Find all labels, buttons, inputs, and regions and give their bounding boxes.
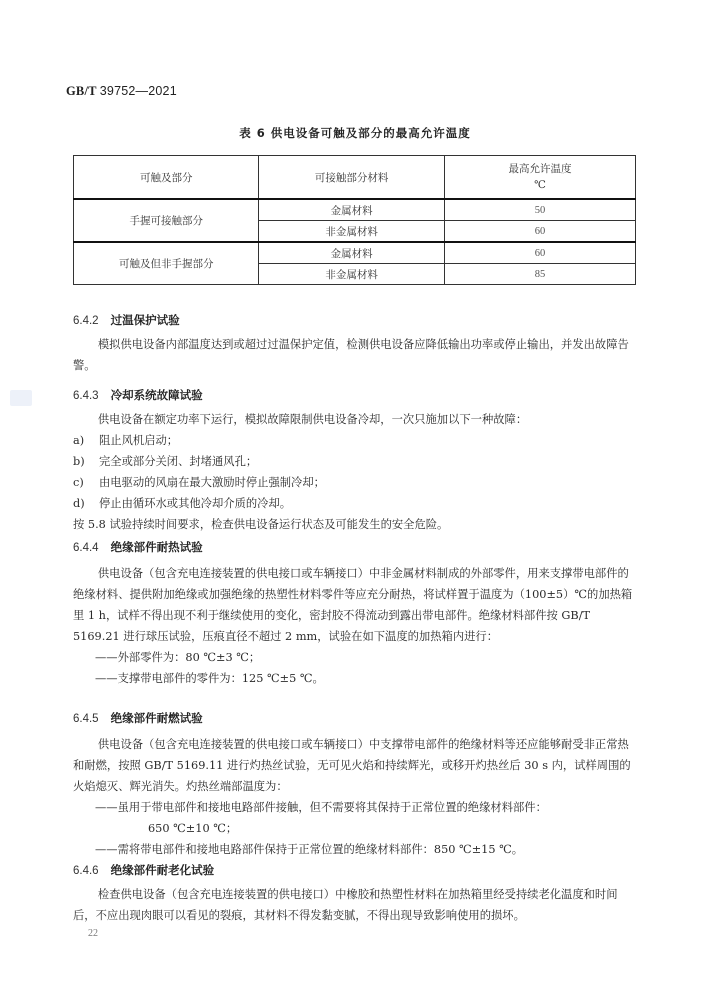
list-marker: d) bbox=[73, 497, 85, 510]
list-marker: c) bbox=[73, 476, 84, 489]
section-number: 6.4.4 bbox=[73, 542, 99, 554]
list-text: 停止由循环水或其他冷却介质的冷却。 bbox=[99, 497, 292, 510]
paragraph: 供电设备（包含充电连接装置的供电接口或车辆接口）中支撑带电部件的绝缘材料等还应能够耐受非正常热和耐燃，按照 GB/T 5169.11 进行灼热丝试验，无可见火焰和持续辉光，或移开灼热丝后 30 s 内，试样周围的火焰熄灭、辉光消失。灼热丝端部温度为： bbox=[73, 738, 631, 793]
table-row bbox=[74, 199, 636, 221]
section-body-6-4-3 bbox=[73, 409, 633, 535]
group-part-cell: 可触及但非手握部分 bbox=[74, 242, 259, 285]
list-marker: b) bbox=[73, 455, 85, 468]
paragraph: 供电设备（包含充电连接装置的供电接口或车辆接口）中非金属材料制成的外部零件，用来支撑带电部件的绝缘材料、提供附加绝缘或加强绝缘的热塑性材料零件等应充分耐热，将试样置于温度为（100±5）℃的加热箱里 1 h，试样不得出现不利于继续使用的变化，密封胶不得流动到露出带电部件。绝缘材料部件按 GB/T 5169.21 进行球压试验，压痕直径不超过 2 mm，试验在如下温度的加热箱内进行： bbox=[73, 567, 633, 643]
paragraph: 按 5.8 试验持续时间要求，检查供电设备运行状态及可能发生的安全危险。 bbox=[73, 518, 449, 531]
material-cell: 金属材料 bbox=[259, 242, 444, 264]
list-text: 完全或部分关闭、封堵通风孔； bbox=[99, 455, 258, 468]
section-title: 冷却系统故障试验 bbox=[110, 388, 203, 402]
material-cell: 金属材料 bbox=[259, 199, 444, 221]
section-title: 绝缘部件耐燃试验 bbox=[110, 711, 203, 725]
section-heading-6-4-4 bbox=[73, 539, 203, 555]
standard-number: 39752—2021 bbox=[99, 84, 177, 98]
list-text: 阻止风机启动； bbox=[99, 434, 179, 447]
paragraph: 供电设备在额定功率下运行，模拟故障限制供电设备冷却，一次只施加以下一种故障： bbox=[97, 413, 528, 426]
paragraph: 模拟供电设备内部温度达到或超过过温保护定值，检测供电设备应降低输出功率或停止输出，并发出故障告警。 bbox=[73, 338, 629, 372]
table-header-row bbox=[74, 156, 636, 200]
table-row bbox=[74, 242, 636, 264]
paragraph: 检查供电设备（包含充电连接装置的供电接口）中橡胶和热塑性材料在加热箱里经受持续老化温度和时间后，不应出现肉眼可以看见的裂痕，其材料不得发黏变腻，不得出现导致影响使用的损坏。 bbox=[73, 888, 618, 922]
dash-item: ——外部零件为：80 ℃±3 ℃； bbox=[95, 651, 261, 664]
temperature-table bbox=[73, 155, 636, 285]
section-heading-6-4-3 bbox=[73, 387, 203, 403]
section-body-6-4-5 bbox=[73, 734, 633, 860]
section-body-6-4-4 bbox=[73, 563, 633, 689]
material-cell: 非金属材料 bbox=[259, 264, 444, 285]
section-number: 6.4.5 bbox=[73, 713, 99, 725]
header-max-temp-label: 最高允许温度 bbox=[508, 163, 572, 175]
dash-item: ——需将带电部件和接地电路部件保持于正常位置的绝缘材料部件：850 ℃±15 ℃。 bbox=[95, 843, 524, 856]
dash-item-continuation: 650 ℃±10 ℃； bbox=[148, 822, 238, 835]
section-number: 6.4.2 bbox=[73, 315, 99, 327]
list-item bbox=[73, 472, 633, 493]
temp-cell: 50 bbox=[444, 199, 635, 221]
section-number: 6.4.3 bbox=[73, 390, 99, 402]
list-marker: a) bbox=[73, 434, 85, 447]
section-title: 绝缘部件耐热试验 bbox=[110, 540, 203, 554]
section-heading-6-4-2 bbox=[73, 312, 180, 328]
dash-item: ——虽用于带电部件和接地电路部件接触，但不需要将其保持于正常位置的绝缘材料部件： bbox=[95, 801, 547, 814]
list-item bbox=[73, 493, 633, 514]
table-title: 表 6 供电设备可触及部分的最高允许温度 bbox=[239, 126, 471, 140]
header-accessible-part: 可触及部分 bbox=[74, 156, 259, 200]
temp-cell: 60 bbox=[444, 242, 635, 264]
list-item bbox=[73, 430, 633, 451]
header-material: 可接触部分材料 bbox=[259, 156, 444, 200]
section-number: 6.4.6 bbox=[73, 865, 99, 877]
standard-code bbox=[66, 84, 177, 99]
section-body-6-4-2 bbox=[73, 334, 633, 376]
dash-item: ——支撑带电部件的零件为：125 ℃±5 ℃。 bbox=[95, 672, 324, 685]
section-heading-6-4-5 bbox=[73, 710, 203, 726]
section-title: 过温保护试验 bbox=[110, 313, 180, 327]
page-number: 22 bbox=[88, 928, 98, 939]
group-part-cell: 手握可接触部分 bbox=[74, 199, 259, 242]
standard-prefix: GB/T bbox=[66, 84, 97, 98]
section-body-6-4-6 bbox=[73, 884, 633, 926]
temp-cell: 60 bbox=[444, 221, 635, 243]
section-title: 绝缘部件耐老化试验 bbox=[110, 863, 215, 877]
section-heading-6-4-6 bbox=[73, 862, 214, 878]
side-tab-marker bbox=[10, 390, 32, 406]
material-cell: 非金属材料 bbox=[259, 221, 444, 243]
list-text: 由电驱动的风扇在最大激励时停止强制冷却； bbox=[99, 476, 325, 489]
temp-cell: 85 bbox=[444, 264, 635, 285]
header-unit: ℃ bbox=[534, 179, 546, 191]
list-item bbox=[73, 451, 633, 472]
header-max-temp bbox=[444, 156, 635, 200]
